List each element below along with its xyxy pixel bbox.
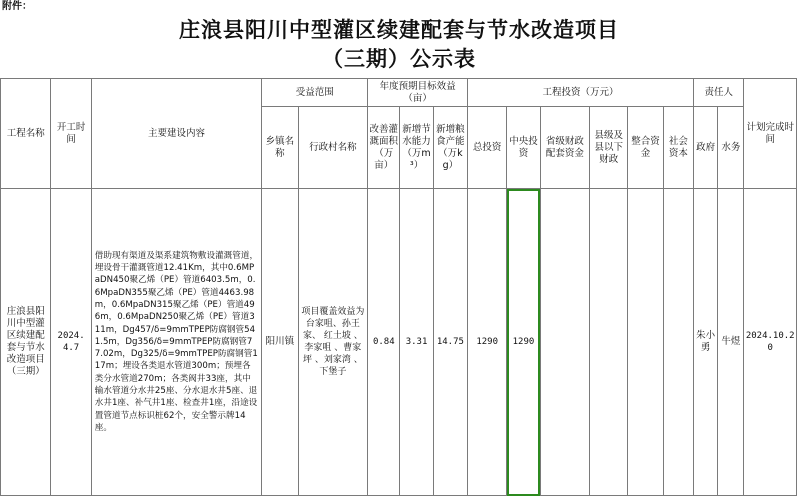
cell-new-grain: 14.75 [433,189,467,496]
cell-new-water-saving: 3.31 [400,189,433,496]
header-government: 政府 [694,107,718,189]
header-township: 乡镇名称 [262,107,298,189]
header-beneficiary-scope: 受益范围 [262,79,368,107]
cell-government: 朱小勇 [694,189,718,496]
header-improve-area: 改善灌溉面积（万亩） [368,107,400,189]
cell-township: 阳川镇 [262,189,298,496]
header-provincial-funds: 省级财政配套资金 [540,107,589,189]
cell-start-time: 2024.4.7 [51,189,91,496]
cell-integrated-funds [628,189,663,496]
header-central-investment: 中央投资 [507,107,540,189]
header-village: 行政村名称 [298,107,368,189]
cell-villages: 项目覆盖效益为台家咀、孙王家、 红土坡 、李家咀 、曹家坪 、刘家湾 、下堡子 [298,189,368,496]
header-new-water-saving: 新增节水能力（万m³） [400,107,433,189]
cell-total-investment: 1290 [468,189,507,496]
cell-improve-area: 0.84 [368,189,400,496]
header-social-capital: 社会资本 [663,107,693,189]
cell-project-name: 庄浪县阳川中型灌区续建配套与节水改造项目（三期） [1,189,51,496]
header-main-content: 主要建设内容 [91,79,261,189]
header-planned-completion: 计划完成时间 [744,79,797,189]
header-start-time: 开工时间 [51,79,91,189]
header-responsible: 责任人 [694,79,744,107]
cell-county-funds [590,189,628,496]
document-title-line2: （三期）公示表 [322,46,476,71]
header-annual-targets: 年度预期目标效益（亩） [368,79,468,107]
document-title-line1: 庄浪县阳川中型灌区续建配套与节水改造项目 [179,17,619,42]
header-total-investment: 总投资 [468,107,507,189]
cell-main-content: 借助现有渠道及渠系建筑物敷设灌溉管道，埋设骨干灌溉管道12.41Km，其中0.6MPaDN450聚乙烯（PE）管道6403.5m，0.6MpaDN355聚乙烯（PE）管道4463.98m，0.6MpaDN315聚乙烯（PE）管道496m，0.6MpaDN250聚乙烯（PE）管道311m，Dg457/δ=9mmTPEP防腐钢管541.5m，Dg356/δ=9mmTPEP防腐钢管77.02m，Dg325/δ=9mmTPEP防腐钢管117m；埋设各类退水管道300m；预埋各类分水管道270m；各类阀井33座，其中输水管道分水井25座、分水退水井5座、退水井1座、补气井1座、检查井1座，沿途设置管道节点标识桩62个，安全警示牌14座。 [91,189,261,496]
cell-provincial-funds [540,189,589,496]
header-county-funds: 县级及县以下财政 [590,107,628,189]
cell-central-investment[interactable]: 1290 [507,189,540,496]
attachment-label: 附件： [2,1,32,12]
cell-social-capital [663,189,693,496]
header-integrated-funds: 整合资金 [628,107,663,189]
header-project-name: 工程名称 [1,79,51,189]
cell-water-affairs: 牛煜 [718,189,744,496]
header-new-grain: 新增粮食产能（万kg） [433,107,467,189]
table-row [1,189,797,496]
cell-planned-completion: 2024.10.20 [744,189,797,496]
header-water-affairs: 水务 [718,107,744,189]
header-investment: 工程投资（万元） [468,79,694,107]
project-table [0,78,797,496]
